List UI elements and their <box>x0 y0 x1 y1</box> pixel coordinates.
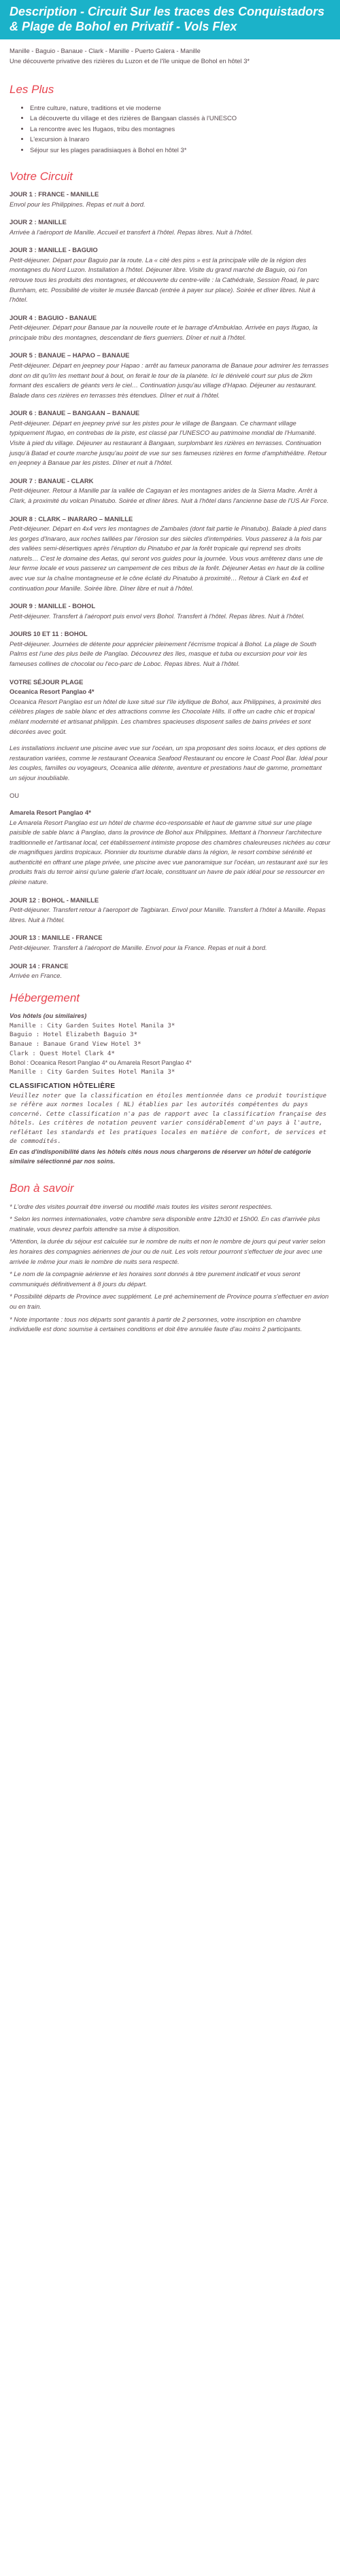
list-item: • Séjour sur les plages paradisiaques à Bohol en hôtel 3* <box>30 145 330 156</box>
hotel-name: Oceanica Resort Panglao 4* <box>10 688 95 696</box>
hotel-description: Les installations incluent une piscine avec vue sur l'océan, un spa proposant des soins locaux, et des options de restauration variées, comme le restaurant Oceanica Seafood Restaurant ou encore le Coast Pool Bar. Idéal pour les couples, familles ou voyageurs, Oceanica allie détente, aventure et prestations haut de gamme, promettant un séjour inoubliable. <box>10 744 328 781</box>
note-item: * Possibilité départs de Province avec supplément. Le pré acheminement de Province pourra s'effectuer en avion ou en train. <box>10 1292 329 1310</box>
day-text: Petit-déjeuner. Départ pour Baguio par la route. La « cité des pins » est la principale ville de la région des montagnes du Nord Luzon. Installation à l'hôtel. Déjeuner libre. Visite du grand marché de Baguio, où l'on retrouve tous les produits des montagnes, et découverte du centre-ville : la Cathédrale, Session Road, le parc Burnham, etc. Possibilité de visiter le musée Bancab (entrée à payer sur place). Soirée et dîner libres. Nuit à l'hôtel. <box>10 255 320 304</box>
day-text: Petit-déjeuner. Retour à Manille par la vallée de Cagayan et les montagnes arides de la Sierra Madre. Arrêt à Clark, à proximité du volcan Pinatubo. Soirée et dîner libres. Nuit à l'hôtel dans l'ancienne base de l'US Air Force. <box>10 487 329 504</box>
classification-title: CLASSIFICATION HÔTELIÈRE <box>10 1082 116 1091</box>
day-title: JOUR 7 : BANAUE - CLARK <box>10 476 94 484</box>
list-item: • Entre culture, nature, traditions et vie moderne <box>30 103 330 113</box>
day-block <box>0 190 340 209</box>
or-separator: OU <box>10 792 20 800</box>
day-text: Petit-déjeuner. Transfert retour à l'aeroport de Tagbiaran. Envol pour Manille. Transfert à l'hôtel à Manille. Repas libres. Nuit à l'hôtel. <box>10 906 326 923</box>
note-item: * Selon les normes internationales, votre chambre sera disponible entre 12h30 et 15h00. En cas d'arrivée plus matinale, vous devrez parfois attendre sa mise à disposition. <box>10 1215 320 1233</box>
day-text: Petit-déjeuner. Journées de détente pour apprécier pleinement l'écrrisme tropical à Bohol. La plage de South Palms est l'une des plus belle de Panglao. Découvrez des îles, masque et tuba ou excursion pour voir les fameuses collines de chocolat ou l'eco-parc de Loboc. Repas libres. Nuit à l'hôtel. <box>10 639 317 668</box>
hotel-line: Clark : Quest Hotel Clark 4* <box>10 1049 115 1057</box>
day-text: Envol pour les Philippines. Repas et nuit à bord. <box>10 200 146 208</box>
itinerary-summary: Une découverte privative des rizières du Luzon et de l'île unique de Bohol en hôtel 3* <box>10 56 250 65</box>
circuit-heading: Votre Circuit <box>10 169 73 183</box>
beach-stay-title: VOTRE SÉJOUR PLAGE <box>10 677 84 686</box>
day-title: JOUR 8 : CLARK – INARARO – MANILLE <box>10 514 133 523</box>
day-text: Petit-déjeuner. Départ en jeepney pour Hapao : arrêt au fameux panorama de Banaue pour admirer les terrasses dont on dit qu'ïm les mettant bout à bout, on ferait le tour de la planète. Ici le dénivelé court sur plus de 2km formant des escaliers de géants vers le ciel… Continuation jusqu'au village d'Hapao. Déjeuner au restaurant. Balade dans ces rizières en terrasses très étendues. Dîner et nuit à l'hôtel. <box>10 361 329 399</box>
note-item: * Note importante : tous nos départs sont garantis à partir de 2 personnes, votre inscription en chambre individuelle est donc soumise à certaines conditions et doit être annulée faute d'au moins 2 participants. <box>10 1315 303 1333</box>
day-block <box>0 514 340 594</box>
note-item: * L'ordre des visites pourrait être inversé ou modifié mais toutes les visites seront respectées. <box>10 1202 273 1210</box>
list-item: • L'excursion à Inararo <box>30 135 330 145</box>
hotel-name: Amarela Resort Panglao 4* <box>10 808 91 816</box>
beach-stay-block <box>0 677 340 783</box>
day-block <box>0 476 340 506</box>
note-item: *Attention, la durée du séjour est calculée sur le nombre de nuits et non le nombre de jours qui peut varier selon les horaires des compagnies aériennes de jour ou de nuit. Les vols retour pourront s'effectuer de jour avec une arrivée le même jour mais le nombre de nuits sera respecté. <box>10 1237 326 1265</box>
note-item: * Le nom de la compagnie aérienne et les horaires sont donnés à titre purement indicatif et vous seront communiqués définitivement à 8 jours du départ. <box>10 1270 301 1288</box>
hotel-description: Le Amarela Resort Panglao est un hôtel de charme éco-responsable et haut de gamme situé sur une plage paisible de sable blanc à Panglao, dans la province de Bohol aux Philippines. Mettant à l'honneur l'architecture traditionnelle et l'artisanat local, cet établissement intimiste propose des chambres chaleureuses nichées au cœur de magnifiques jardins tropicaux. Pionnier du tourisme durable dans la région, le resort combine sérénité et authenticité en offrant une plage privée, une piscine avec vue panoramique sur l'océan, un restaurant axé sur les produits frais du terroir ainsi qu'une galerie d'art locale, constituant un havre de paix idéal pour se ressourcer en pleine nature. <box>10 818 330 886</box>
hotel-list-lead: Vos hôtels (ou similaires) <box>10 1012 87 1019</box>
day-title: JOURS 10 ET 11 : BOHOL <box>10 630 88 638</box>
day-block <box>0 629 340 669</box>
day-text: Petit-déjeuner. Départ en 4x4 vers les montagnes de Zambales (dont fait partie le Pinatubo). Balade à pied dans les gorges d'Inararo, aux roches taillées par l'érosion sur des siècles d'intempéries. Vous passerez à la fois par des vallées semi-désertiques après l'éruption du Pinatubo et par la forêt tropicale qui reprend ses droits naturels… C'est le domaine des Aetas, qui seront vos guides pour la journée. Vous vous arrêterez dans une de leur ferme locale et vous passerez un campement de ces tribus de la forêt. Déjeuner Aetas en haut de la colline avec vue sur la chaîne montagneuse et le cône éclaté du Pinatubo à proximité… Retour à Clark en 4x4 et continuation pour Manille. Soirée libre. Dîner libre et nuit à l'hôtel. <box>10 525 327 592</box>
hotel-list <box>0 1011 340 1077</box>
classification-text: Veuillez noter que la classification en étoiles mentionnée dans ce produit touristique se réfère aux normes locales ( NL) établies par les autorités compétentes du pays concerné. Cette classification n'a pas de rapport avec la classification française des hôtels. Les critères de notation peuvent varier considérablement d'un pays à l'autre, reflétant les standards et les pratiques locales en matière de confort, de services et de commodités. <box>10 1092 326 1146</box>
hotel-line: Bohol : Oceanica Resort Panglao 4* ou Amarela Resort Panglao 4* <box>10 1059 192 1066</box>
day-title: JOUR 9 : MANILLE - BOHOL <box>10 602 96 610</box>
hotel-line: Manille : City Garden Suites Hotel Manila 3* <box>10 1021 175 1029</box>
day-title: JOUR 6 : BANAUE – BANGAAN – BANAUE <box>10 409 140 417</box>
page-title: Description - Circuit Sur les traces des Conquistadors & Plage de Bohol en Privatif - Vols Flex <box>0 0 340 39</box>
day-title: JOUR 4 : BAGUIO - BANAUE <box>10 313 97 321</box>
hotel-description: Oceanica Resort Panglao est un hôtel de luxe situé sur l'île idyllique de Bohol, aux Philippines, à proximité des célèbres plages de sable blanc et des attractions comme les Chocolate Hills. Il offre un cadre chic et tropical mêlant modernité et artisanat philippin. Les chambres spacieuses disposent salles de bains privées et sont décorées avec goût. <box>10 697 322 735</box>
hotel-line: Banaue : Banaue Grand View Hotel 3* <box>10 1040 141 1048</box>
day-block <box>0 933 340 953</box>
plus-heading: Les Plus <box>10 83 54 96</box>
day-block <box>0 408 340 467</box>
hotel-line: Baguio : Hotel Elizabeth Baguio 3* <box>10 1031 138 1039</box>
day-block <box>0 961 340 981</box>
hebergement-heading: Hébergement <box>10 991 80 1004</box>
hotel-line: Manille : City Garden Suites Hotel Manila 3* <box>10 1068 175 1076</box>
day-block <box>0 896 340 925</box>
classification-note: En cas d'indisponibilité dans les hôtels cités nous nous chargerons de réserver un hôtel de catégorie similaire sélectionné par nos soins. <box>10 1148 311 1165</box>
day-text: Petit-déjeuner. Transfert à l'aéroport de Manille. Envol pour la France. Repas et nuit à bord. <box>10 943 267 951</box>
day-block <box>0 601 340 621</box>
intro <box>0 46 340 66</box>
bon-heading: Bon à savoir <box>10 1182 74 1195</box>
day-block <box>0 351 340 400</box>
list-item: • La rencontre avec les Ifugaos, tribu des montagnes <box>30 124 330 135</box>
day-text: Arrivée en France. <box>10 972 63 980</box>
day-title: JOUR 5 : BANAUE – HAPAO – BANAUE <box>10 351 130 359</box>
day-title: JOUR 1 : FRANCE - MANILLE <box>10 190 99 198</box>
day-block <box>0 313 340 343</box>
day-title: JOUR 12 : BOHOL - MANILLE <box>10 896 99 904</box>
day-title: JOUR 13 : MANILLE - FRANCE <box>10 934 103 942</box>
day-text: Arrivée à l'aéroport de Manille. Accueil et transfert à l'hôtel. Repas libres. Nuit à l'hôtel. <box>10 228 253 236</box>
plus-list <box>0 103 340 156</box>
day-title: JOUR 3 : MANILLE - BAGUIO <box>10 246 98 254</box>
day-text: Petit-déjeuner. Départ en jeepney privé sur les pistes pour le village de Bangaan. Ce charmant village typiquement Ifugao, en contrebas de la piste, est classé par l'UNESCO au patrimoine mondial de l'Humanité. Visite à pied du village. Déjeuner au restaurant à Bangaan, surplombant les rizières en terrasses. Continuation jusqu'à Batad et courte marche jusqu'au point de vue sur ses fameuses rizières en forme d'amphithéâtre. Retour en jeepney à Banaue par les pistes. Dîner et nuit à l'hôtel. <box>10 419 327 467</box>
classification-block <box>0 1081 340 1166</box>
notes-list <box>0 1202 340 1335</box>
day-text: Petit-déjeuner. Départ pour Banaue par la nouvelle route et le barrage d'Ambuklao. Arrivée en pays Ifugao, la principale tribu des montagnes, descendant de fiers guerriers. Dîner et nuit à l'hôtel. <box>10 323 318 341</box>
beach-stay-block <box>0 808 340 887</box>
day-title: JOUR 14 : FRANCE <box>10 961 69 970</box>
list-item: • La découverte du village et des rizières de Bangaan classés à l'UNESCO <box>30 113 330 124</box>
day-block <box>0 217 340 237</box>
day-block <box>0 245 340 304</box>
day-title: JOUR 2 : MANILLE <box>10 218 67 226</box>
day-text: Petit-déjeuner. Transfert à l'aéroport puis envol vers Bohol. Transfert à l'hôtel. Repas libres. Nuit à l'hôtel. <box>10 612 305 620</box>
itinerary-route: Manille - Baguio - Banaue - Clark - Manille - Puerto Galera - Manille <box>10 47 201 55</box>
